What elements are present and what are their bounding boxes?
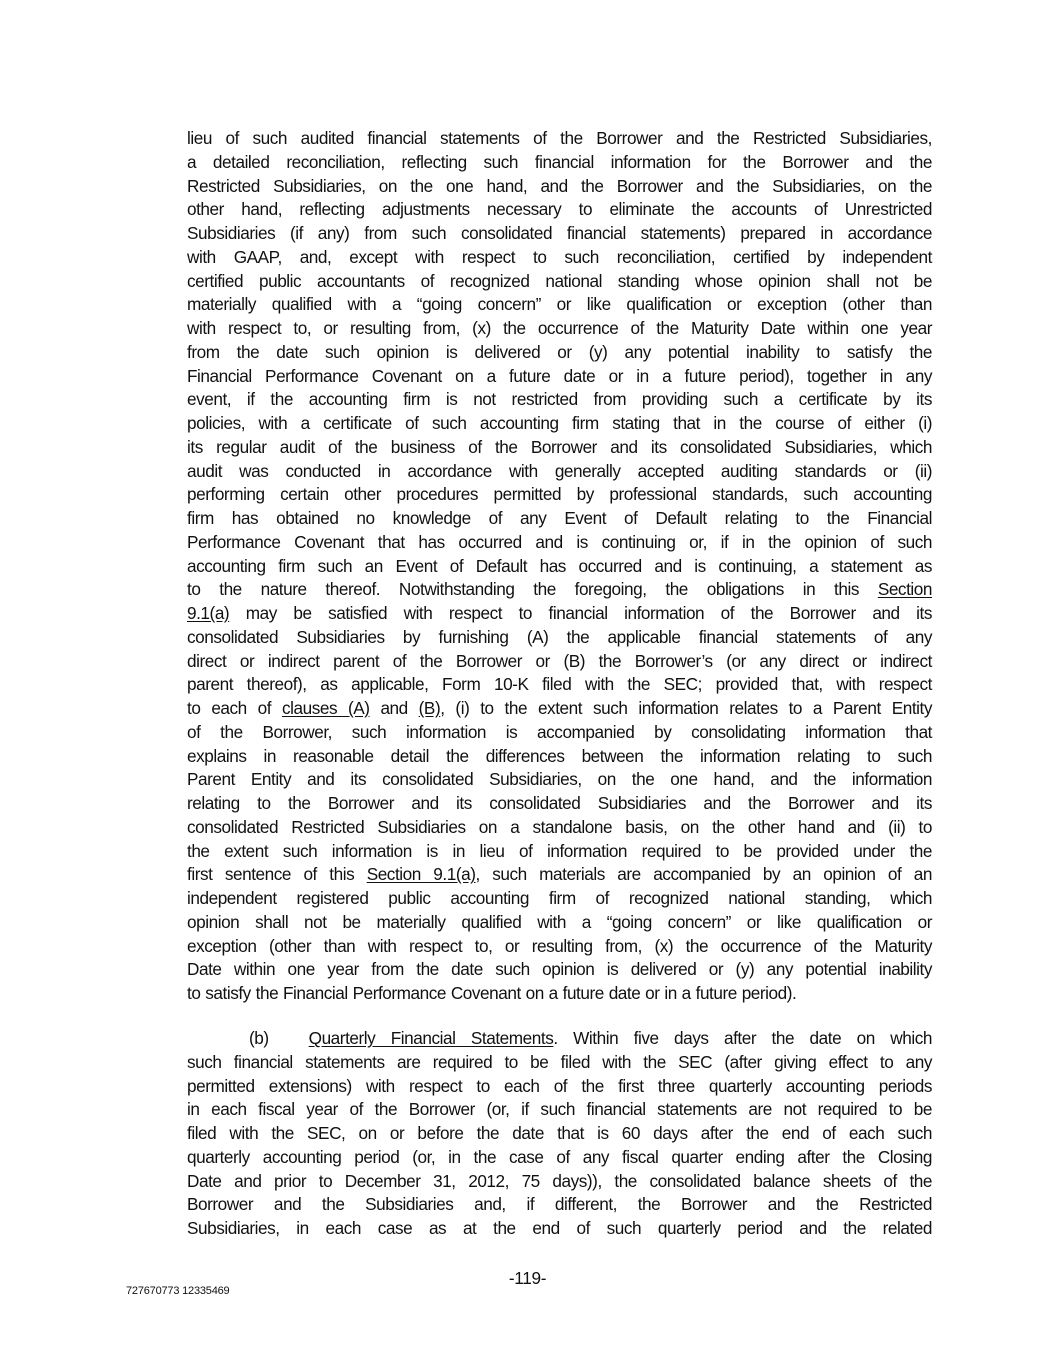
text-line: Restricted Subsidiaries, on the one hand, and the Borrower and the Subsidiaries, on the xyxy=(187,175,932,196)
text-line xyxy=(187,602,932,626)
text-line: of the Borrower, such information is accompanied by consolidating information that xyxy=(187,721,932,742)
line-text: and xyxy=(369,698,419,718)
text-line: the extent such information is in lieu of information required to be provided under the xyxy=(187,840,932,861)
section-9-1a-reference-link[interactable]: Section xyxy=(877,579,932,600)
text-line: Parent Entity and its consolidated Subsidiaries, on the one hand, and the information xyxy=(187,769,932,790)
text-line: to satisfy the Financial Performance Covenant on a future date or in a future period). xyxy=(187,983,797,1003)
clauses-a-reference-link[interactable]: clauses (A) xyxy=(281,698,370,718)
text-line: in each fiscal year of the Borrower (or, if such financial statements are not required to be xyxy=(187,1099,932,1120)
text-line: direct or indirect parent of the Borrower or (B) the Borrower’s (or any direct or indirect xyxy=(187,650,932,671)
text-line: exception (other than with respect to, or resulting from, (x) the occurrence of the Maturity xyxy=(187,935,932,956)
text-line xyxy=(187,697,932,721)
line-text: to the nature thereof. Notwithstanding the foregoing, the obligations in this xyxy=(187,579,878,600)
paragraph-quarterly-financial-statements xyxy=(187,1027,932,1241)
text-line: independent registered public accounting firm of recognized national standing, which xyxy=(187,888,932,908)
paragraph-financial-statements-continued xyxy=(187,127,932,1006)
clause-b-reference-link[interactable]: (B) xyxy=(418,698,441,718)
text-line xyxy=(187,1027,932,1051)
section-heading: Quarterly Financial Statements xyxy=(308,1028,554,1048)
text-line: such financial statements are required to be filed with the SEC (after giving effect to any xyxy=(187,1051,932,1072)
text-line: filed with the SEC, on or before the date that is 60 days after the end of each such xyxy=(187,1123,932,1143)
line-text: , (i) to the extent such information relates to a Parent Entity xyxy=(440,698,933,718)
page-number: -119- xyxy=(508,1268,547,1288)
line-text: may be satisfied with respect to financial information of the Borrower and its xyxy=(229,603,932,623)
text-line: other hand, reflecting adjustments necessary to eliminate the accounts of Unrestricted xyxy=(187,199,932,220)
clause-label: (b) xyxy=(249,1028,269,1048)
text-line: firm has obtained no knowledge of any Event of Default relating to the Financial xyxy=(187,508,932,528)
text-line: opinion shall not be materially qualified with a “going concern” or like qualification or xyxy=(187,911,932,932)
text-line: parent thereof), as applicable, Form 10-K filed with the SEC; provided that, with respect xyxy=(187,674,932,695)
section-9-1a-reference-link-2[interactable]: Section 9.1(a) xyxy=(366,864,476,885)
text-line: with GAAP, and, except with respect to such reconciliation, certified by independent xyxy=(187,246,932,267)
text-line: Performance Covenant that has occurred and is continuing or, if in the opinion of such xyxy=(187,531,932,552)
text-line: audit was conducted in accordance with generally accepted auditing standards or (ii) xyxy=(187,460,932,481)
text-line: event, if the accounting firm is not restricted from providing such a certificate by its xyxy=(187,389,932,410)
text-line xyxy=(187,578,932,602)
text-line: quarterly accounting period (or, in the case of any fiscal quarter ending after the Closing xyxy=(187,1146,932,1167)
text-line: relating to the Borrower and its consolidated Subsidiaries and the Borrower and its xyxy=(187,793,932,813)
text-line: lieu of such audited financial statements of the Borrower and the Restricted Subsidiaries, xyxy=(187,128,932,148)
text-line: policies, with a certificate of such accounting firm stating that in the course of either (i) xyxy=(187,413,932,433)
text-line: consolidated Restricted Subsidiaries on a standalone basis, on the other hand and (ii) to xyxy=(187,816,932,837)
line-text: . Within five days after the date on which xyxy=(553,1028,932,1048)
line-text: , such materials are accompanied by an opinion of an xyxy=(475,864,933,885)
text-line: Date within one year from the date such opinion is delivered or (y) any potential inability xyxy=(187,959,932,980)
document-id: 727670773 12335469 xyxy=(126,1285,230,1297)
text-line: Date and prior to December 31, 2012, 75 days)), the consolidated balance sheets of the xyxy=(187,1170,932,1191)
text-line: Borrower and the Subsidiaries and, if different, the Borrower and the Restricted xyxy=(187,1194,932,1215)
text-line: explains in reasonable detail the differences between the information relating to such xyxy=(187,745,932,766)
text-line: a detailed reconciliation, reflecting such financial information for the Borrower and the xyxy=(187,151,932,172)
text-line: Financial Performance Covenant on a future date or in a future period), together in any xyxy=(187,365,932,386)
text-line: performing certain other procedures permitted by professional standards, such accounting xyxy=(187,484,932,505)
text-line: Subsidiaries, in each case as at the end of such quarterly period and the related xyxy=(187,1218,932,1238)
text-line: Subsidiaries (if any) from such consolidated financial statements) prepared in accordance xyxy=(187,223,932,243)
text-line: certified public accountants of recognized national standing whose opinion shall not be xyxy=(187,270,932,291)
text-line: materially qualified with a “going concern” or like qualification or exception (other than xyxy=(187,294,932,315)
text-line: with respect to, or resulting from, (x) the occurrence of the Maturity Date within one year xyxy=(187,318,932,338)
text-line xyxy=(187,863,932,887)
text-line: permitted extensions) with respect to each of the first three quarterly accounting periods xyxy=(187,1075,932,1096)
line-text: to each of xyxy=(187,698,282,718)
line-text: first sentence of this xyxy=(187,864,367,885)
text-line: from the date such opinion is delivered or (y) any potential inability to satisfy the xyxy=(187,341,932,362)
section-9-1a-reference-link-continued[interactable]: 9.1(a) xyxy=(187,603,230,623)
text-line: accounting firm such an Event of Default has occurred and is continuing, a statement as xyxy=(187,555,932,576)
text-line: its regular audit of the business of the Borrower and its consolidated Subsidiaries, which xyxy=(187,436,932,457)
text-line: consolidated Subsidiaries by furnishing (A) the applicable financial statements of any xyxy=(187,626,932,647)
